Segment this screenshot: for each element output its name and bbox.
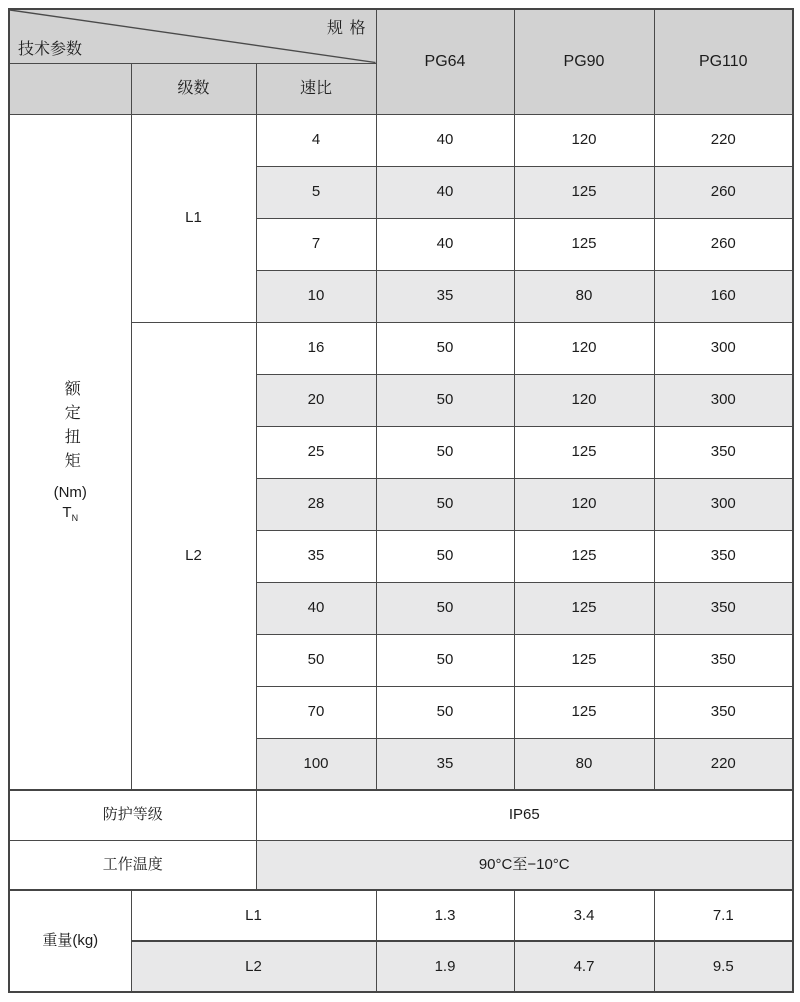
header-corner-cell bbox=[9, 9, 376, 63]
column-header-ratio: 速比 bbox=[256, 63, 376, 114]
stage-cell-l1: L1 bbox=[131, 114, 256, 322]
value-cell: 260 bbox=[654, 218, 793, 270]
value-cell: 160 bbox=[654, 270, 793, 322]
value-cell: 50 bbox=[376, 426, 514, 478]
value-cell: 125 bbox=[514, 426, 654, 478]
ratio-cell: 16 bbox=[256, 322, 376, 374]
ratio-cell: 28 bbox=[256, 478, 376, 530]
value-cell: 350 bbox=[654, 634, 793, 686]
value-cell: 350 bbox=[654, 582, 793, 634]
weight-value-cell: 9.5 bbox=[654, 941, 793, 992]
value-cell: 220 bbox=[654, 114, 793, 166]
ratio-cell: 5 bbox=[256, 166, 376, 218]
ratio-cell: 70 bbox=[256, 686, 376, 738]
column-header-pg90: PG90 bbox=[514, 9, 654, 114]
weight-row-label: 重量(kg) bbox=[9, 890, 131, 992]
value-cell: 50 bbox=[376, 686, 514, 738]
value-cell: 300 bbox=[654, 374, 793, 426]
working-temperature-value: 90°C至−10°C bbox=[256, 840, 793, 890]
value-cell: 350 bbox=[654, 686, 793, 738]
weight-value-cell: 1.3 bbox=[376, 890, 514, 941]
value-cell: 125 bbox=[514, 686, 654, 738]
value-cell: 120 bbox=[514, 114, 654, 166]
value-cell: 300 bbox=[654, 322, 793, 374]
value-cell: 260 bbox=[654, 166, 793, 218]
technical-parameters-table bbox=[8, 8, 794, 993]
torque-unit-label: (Nm) bbox=[53, 483, 87, 501]
column-header-pg110: PG110 bbox=[654, 9, 793, 114]
value-cell: 80 bbox=[514, 270, 654, 322]
parameters-axis-label: 技术参数 bbox=[18, 41, 83, 59]
value-cell: 350 bbox=[654, 530, 793, 582]
weight-value-cell: 1.9 bbox=[376, 941, 514, 992]
value-cell: 50 bbox=[376, 530, 514, 582]
value-cell: 50 bbox=[376, 374, 514, 426]
value-cell: 220 bbox=[654, 738, 793, 790]
ratio-cell: 4 bbox=[256, 114, 376, 166]
weight-stage-l2: L2 bbox=[131, 941, 376, 992]
ratio-cell: 20 bbox=[256, 374, 376, 426]
value-cell: 40 bbox=[376, 166, 514, 218]
ratio-cell: 100 bbox=[256, 738, 376, 790]
value-cell: 125 bbox=[514, 582, 654, 634]
value-cell: 35 bbox=[376, 270, 514, 322]
weight-stage-l1: L1 bbox=[131, 890, 376, 941]
column-header-pg64: PG64 bbox=[376, 9, 514, 114]
value-cell: 120 bbox=[514, 478, 654, 530]
header-empty-cell bbox=[9, 63, 131, 114]
value-cell: 80 bbox=[514, 738, 654, 790]
weight-value-cell: 3.4 bbox=[514, 890, 654, 941]
ratio-cell: 50 bbox=[256, 634, 376, 686]
torque-label-vertical: 额定扭矩 bbox=[62, 379, 80, 476]
ratio-cell: 35 bbox=[256, 530, 376, 582]
torque-row-label bbox=[9, 114, 131, 790]
value-cell: 350 bbox=[654, 426, 793, 478]
ratio-cell: 10 bbox=[256, 270, 376, 322]
protection-class-value: IP65 bbox=[256, 790, 793, 840]
ratio-cell: 40 bbox=[256, 582, 376, 634]
column-header-stage: 级数 bbox=[131, 63, 256, 114]
value-cell: 125 bbox=[514, 530, 654, 582]
working-temperature-label: 工作温度 bbox=[9, 840, 256, 890]
ratio-cell: 25 bbox=[256, 426, 376, 478]
value-cell: 40 bbox=[376, 218, 514, 270]
value-cell: 40 bbox=[376, 114, 514, 166]
ratio-cell: 7 bbox=[256, 218, 376, 270]
value-cell: 50 bbox=[376, 634, 514, 686]
spec-axis-label: 规 格 bbox=[327, 20, 367, 37]
torque-symbol: $T_N$ bbox=[62, 503, 79, 523]
weight-value-cell: 7.1 bbox=[654, 890, 793, 941]
stage-cell-l2: L2 bbox=[131, 322, 256, 790]
value-cell: 125 bbox=[514, 218, 654, 270]
value-cell: 125 bbox=[514, 634, 654, 686]
value-cell: 50 bbox=[376, 478, 514, 530]
value-cell: 35 bbox=[376, 738, 514, 790]
value-cell: 300 bbox=[654, 478, 793, 530]
value-cell: 125 bbox=[514, 166, 654, 218]
value-cell: 50 bbox=[376, 582, 514, 634]
value-cell: 50 bbox=[376, 322, 514, 374]
value-cell: 120 bbox=[514, 374, 654, 426]
protection-class-label: 防护等级 bbox=[9, 790, 256, 840]
weight-value-cell: 4.7 bbox=[514, 941, 654, 992]
value-cell: 120 bbox=[514, 322, 654, 374]
